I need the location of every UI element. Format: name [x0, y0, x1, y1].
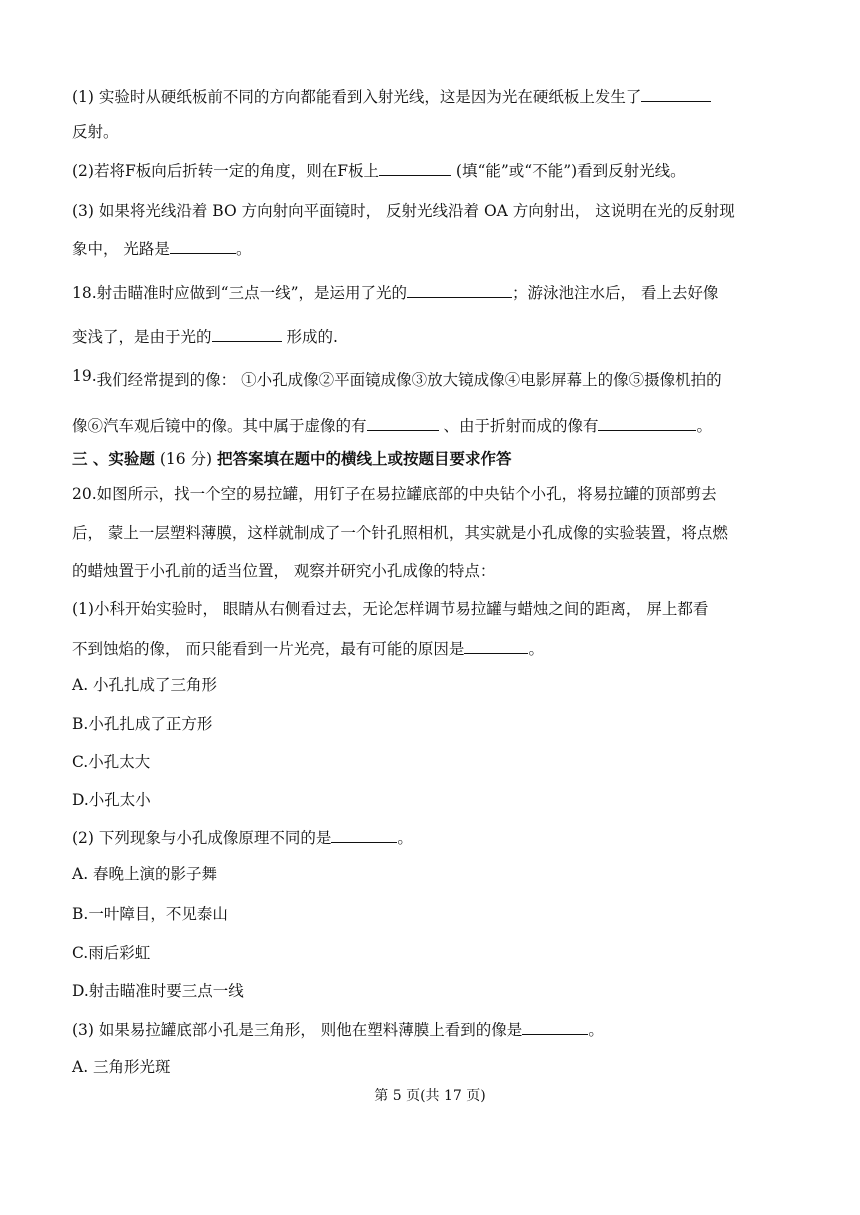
- section-title: 三 、实验题: [72, 449, 155, 468]
- text: ；游泳池注水后， 看上去好像: [512, 284, 719, 302]
- q20-part1-option-d: [72, 790, 151, 810]
- option-text: C.雨后彩虹: [72, 944, 151, 962]
- text: 20.如图所示，找一个空的易拉罐，用钉子在易拉罐底部的中央钻个小孔，将易拉罐的顶部剪去: [72, 485, 717, 503]
- answer-blank: [598, 415, 696, 431]
- text: 形成的.: [281, 328, 338, 346]
- q19-line1: [72, 367, 722, 390]
- q17-part2: [72, 160, 686, 181]
- text: 18.射击瞄准时应做到“三点一线”，是运用了光的: [72, 284, 407, 302]
- section-points: (16 分): [154, 450, 218, 468]
- q19-line2: [72, 415, 712, 436]
- text: 。: [588, 1021, 604, 1039]
- page-footer: 第 5 页(共 17 页): [374, 1088, 486, 1104]
- text: (填“能”或“不能”)看到反射光线。: [450, 162, 686, 180]
- q20-part2: [72, 827, 413, 848]
- text: 。: [696, 417, 712, 435]
- text: (1)小科开始实验时， 眼睛从右侧看过去，无论怎样调节易拉罐与蜡烛之间的距离， 屏上都看: [72, 600, 709, 618]
- text: 象中， 光路是: [72, 240, 170, 258]
- option-text: D.射击瞄准时要三点一线: [72, 982, 244, 1000]
- q20-part2-option-a: [72, 864, 217, 884]
- text: 的蜡烛置于小孔前的适当位置， 观察并研究小孔成像的特点：: [72, 562, 496, 580]
- text: 。: [528, 640, 544, 658]
- text: 反射。: [72, 123, 119, 141]
- answer-blank: [407, 282, 512, 298]
- option-text: D.小孔太小: [72, 791, 151, 809]
- q18-line2: [72, 326, 338, 347]
- q20-part2-option-d: [72, 981, 244, 1001]
- option-text: A. 春晚上演的影子舞: [72, 865, 218, 883]
- q17-part3-line2: [72, 238, 251, 259]
- q17-part3-line1: [72, 201, 735, 221]
- q17-part1-line2: [72, 122, 119, 142]
- answer-blank: [522, 1019, 588, 1035]
- answer-blank: [367, 415, 439, 431]
- q20-part2-option-c: [72, 943, 150, 963]
- answer-blank: [641, 86, 711, 102]
- q17-part1-line1: [72, 86, 711, 107]
- q20-line1: [72, 484, 717, 504]
- text: (3) 如果易拉罐底部小孔是三角形， 则他在塑料薄膜上看到的像是: [72, 1021, 523, 1039]
- answer-blank: [170, 238, 236, 254]
- q18-line1: [72, 282, 718, 303]
- q20-line2: [72, 523, 728, 543]
- section-3-heading: [72, 449, 512, 469]
- q20-part1-option-c: [72, 752, 150, 772]
- text: 后， 蒙上一层塑料薄膜，这样就制成了一个针孔照相机，其实就是小孔成像的实验装置，将点燃: [72, 524, 728, 542]
- text: 像⑥汽车观后镜中的像。其中属于虚像的有: [72, 417, 367, 435]
- answer-blank: [464, 638, 528, 654]
- answer-blank: [379, 160, 451, 176]
- q20-part3-option-a: [72, 1057, 171, 1077]
- q20-part1-line1: [72, 599, 708, 619]
- option-text: B.一叶障目，不见泰山: [72, 905, 228, 923]
- q20-part1-option-a: [72, 675, 217, 695]
- text: 不到蚀焰的像， 而只能看到一片光亮，最有可能的原因是: [72, 640, 465, 658]
- text: (1) 实验时从硬纸板前不同的方向都能看到入射光线，这是因为光在硬纸板上发生了: [72, 88, 642, 106]
- text: 、由于折射而成的像有: [438, 417, 599, 435]
- q20-part2-option-b: [72, 904, 228, 924]
- answer-blank: [212, 326, 282, 342]
- text: 。: [235, 240, 252, 258]
- text: 变浅了，是由于光的: [72, 328, 212, 346]
- question-number: 19.: [72, 367, 97, 385]
- answer-blank: [331, 827, 397, 843]
- option-text: A. 三角形光斑: [72, 1058, 171, 1076]
- q20-part1-line2: [72, 638, 544, 659]
- text: (2) 下列现象与小孔成像原理不同的是: [72, 829, 332, 847]
- q20-part1-option-b: [72, 714, 212, 734]
- q20-part3: [72, 1019, 604, 1040]
- section-instruction: 把答案填在题中的横线上或按题目要求作答: [217, 449, 512, 468]
- option-text: A. 小孔扎成了三角形: [72, 676, 218, 694]
- text: 。: [397, 829, 413, 847]
- option-text: B.小孔扎成了正方形: [72, 715, 213, 733]
- option-text: C.小孔太大: [72, 753, 151, 771]
- text: 我们经常提到的像： ①小孔成像②平面镜成像③放大镜成像④电影屏幕上的像⑤摄像机拍的: [96, 371, 722, 389]
- text: (3) 如果将光线沿着 BO 方向射向平面镜时， 反射光线沿着 OA 方向射出， 这说明在光的反射现: [72, 202, 735, 220]
- text: (2)若将F板向后折转一定的角度，则在F板上: [72, 162, 379, 180]
- q20-line3: [72, 561, 495, 581]
